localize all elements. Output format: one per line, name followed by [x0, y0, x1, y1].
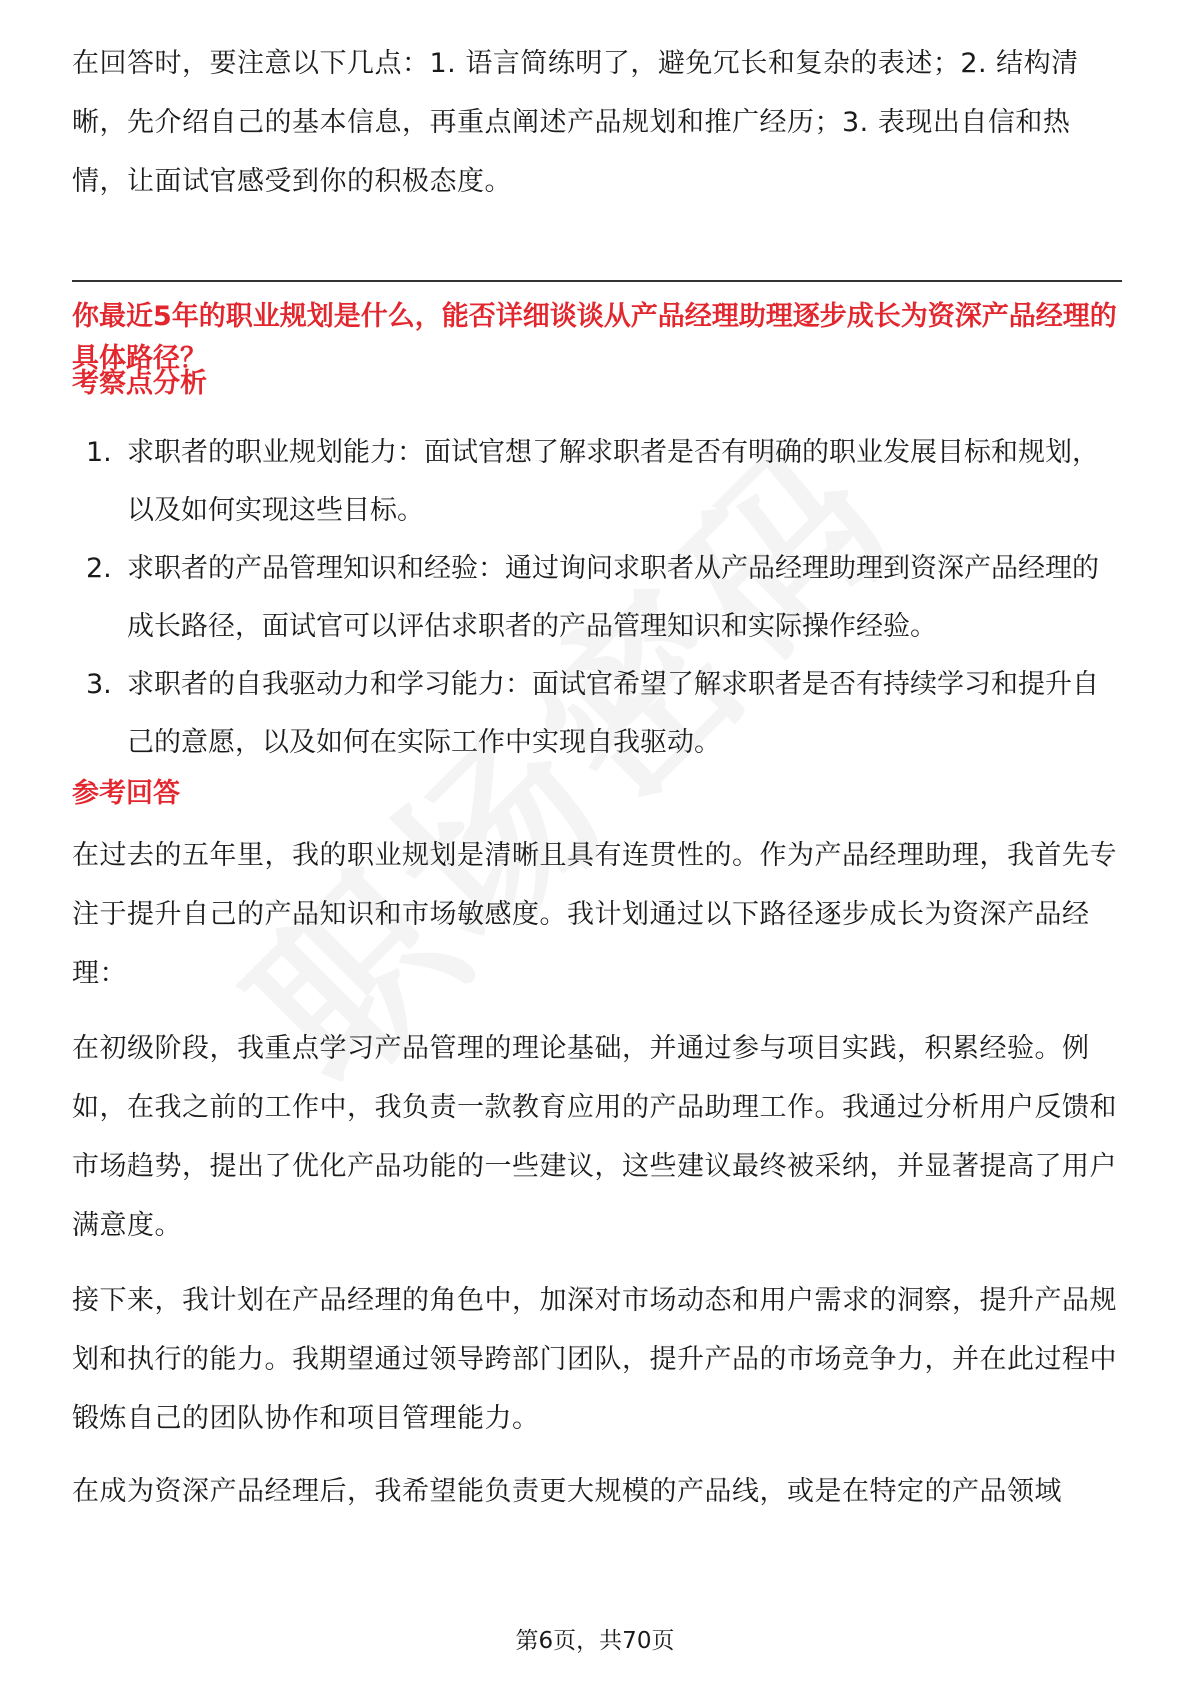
- analysis-list: [72, 424, 1122, 772]
- answer-paragraph: 接下来，我计划在产品经理的角色中，加深对市场动态和用户需求的洞察，提升产品规划和执行的能力。我期望通过领导跨部门团队，提升产品的市场竞争力，并在此过程中锻炼自己的团队协作和项目管理能力。: [72, 1285, 1117, 1434]
- list-item: [72, 424, 1122, 540]
- list-item-number: 3.: [86, 669, 112, 700]
- answer-paragraph: 在成为资深产品经理后，我希望能负责更大规模的产品线，或是在特定的产品领域: [72, 1476, 1062, 1507]
- list-item-number: 2.: [86, 553, 112, 584]
- page-number: 第6页，共70页: [515, 1628, 675, 1654]
- list-item-text: 求职者的产品管理知识和经验：通过询问求职者从产品经理助理到资深产品经理的成长路径，面试官可以评估求职者的产品管理知识和实际操作经验。: [127, 553, 1099, 642]
- analysis-heading: 考察点分析: [72, 368, 207, 399]
- list-item-number: 1.: [86, 437, 112, 468]
- answer-paragraph: 在初级阶段，我重点学习产品管理的理论基础，并通过参与项目实践，积累经验。例如，在我之前的工作中，我负责一款教育应用的产品助理工作。我通过分析用户反馈和市场趋势，提出了优化产品功能的一些建议，这些建议最终被采纳，并显著提高了用户满意度。: [72, 1033, 1117, 1241]
- answer-paragraph: 在过去的五年里，我的职业规划是清晰且具有连贯性的。作为产品经理助理，我首先专注于提升自己的产品知识和市场敏感度。我计划通过以下路径逐步成长为资深产品经理：: [72, 840, 1117, 989]
- answer-heading: 参考回答: [72, 778, 180, 809]
- question-title: 你最近5年的职业规划是什么，能否详细谈谈从产品经理助理逐步成长为资深产品经理的具体路径？: [72, 301, 1117, 374]
- intro-paragraph: 在回答时，要注意以下几点：1. 语言简练明了，避免冗长和复杂的表述；2. 结构清晰，先介绍自己的基本信息，再重点阐述产品规划和推广经历；3. 表现出自信和热情，让面试官感受到你的积极态度。: [72, 48, 1079, 197]
- list-item-text: 求职者的职业规划能力：面试官想了解求职者是否有明确的职业发展目标和规划，以及如何实现这些目标。: [127, 437, 1099, 526]
- list-item: [72, 540, 1122, 656]
- list-item-text: 求职者的自我驱动力和学习能力：面试官希望了解求职者是否有持续学习和提升自己的意愿，以及如何在实际工作中实现自我驱动。: [127, 669, 1099, 758]
- list-item: [72, 656, 1122, 772]
- section-divider: [72, 280, 1122, 282]
